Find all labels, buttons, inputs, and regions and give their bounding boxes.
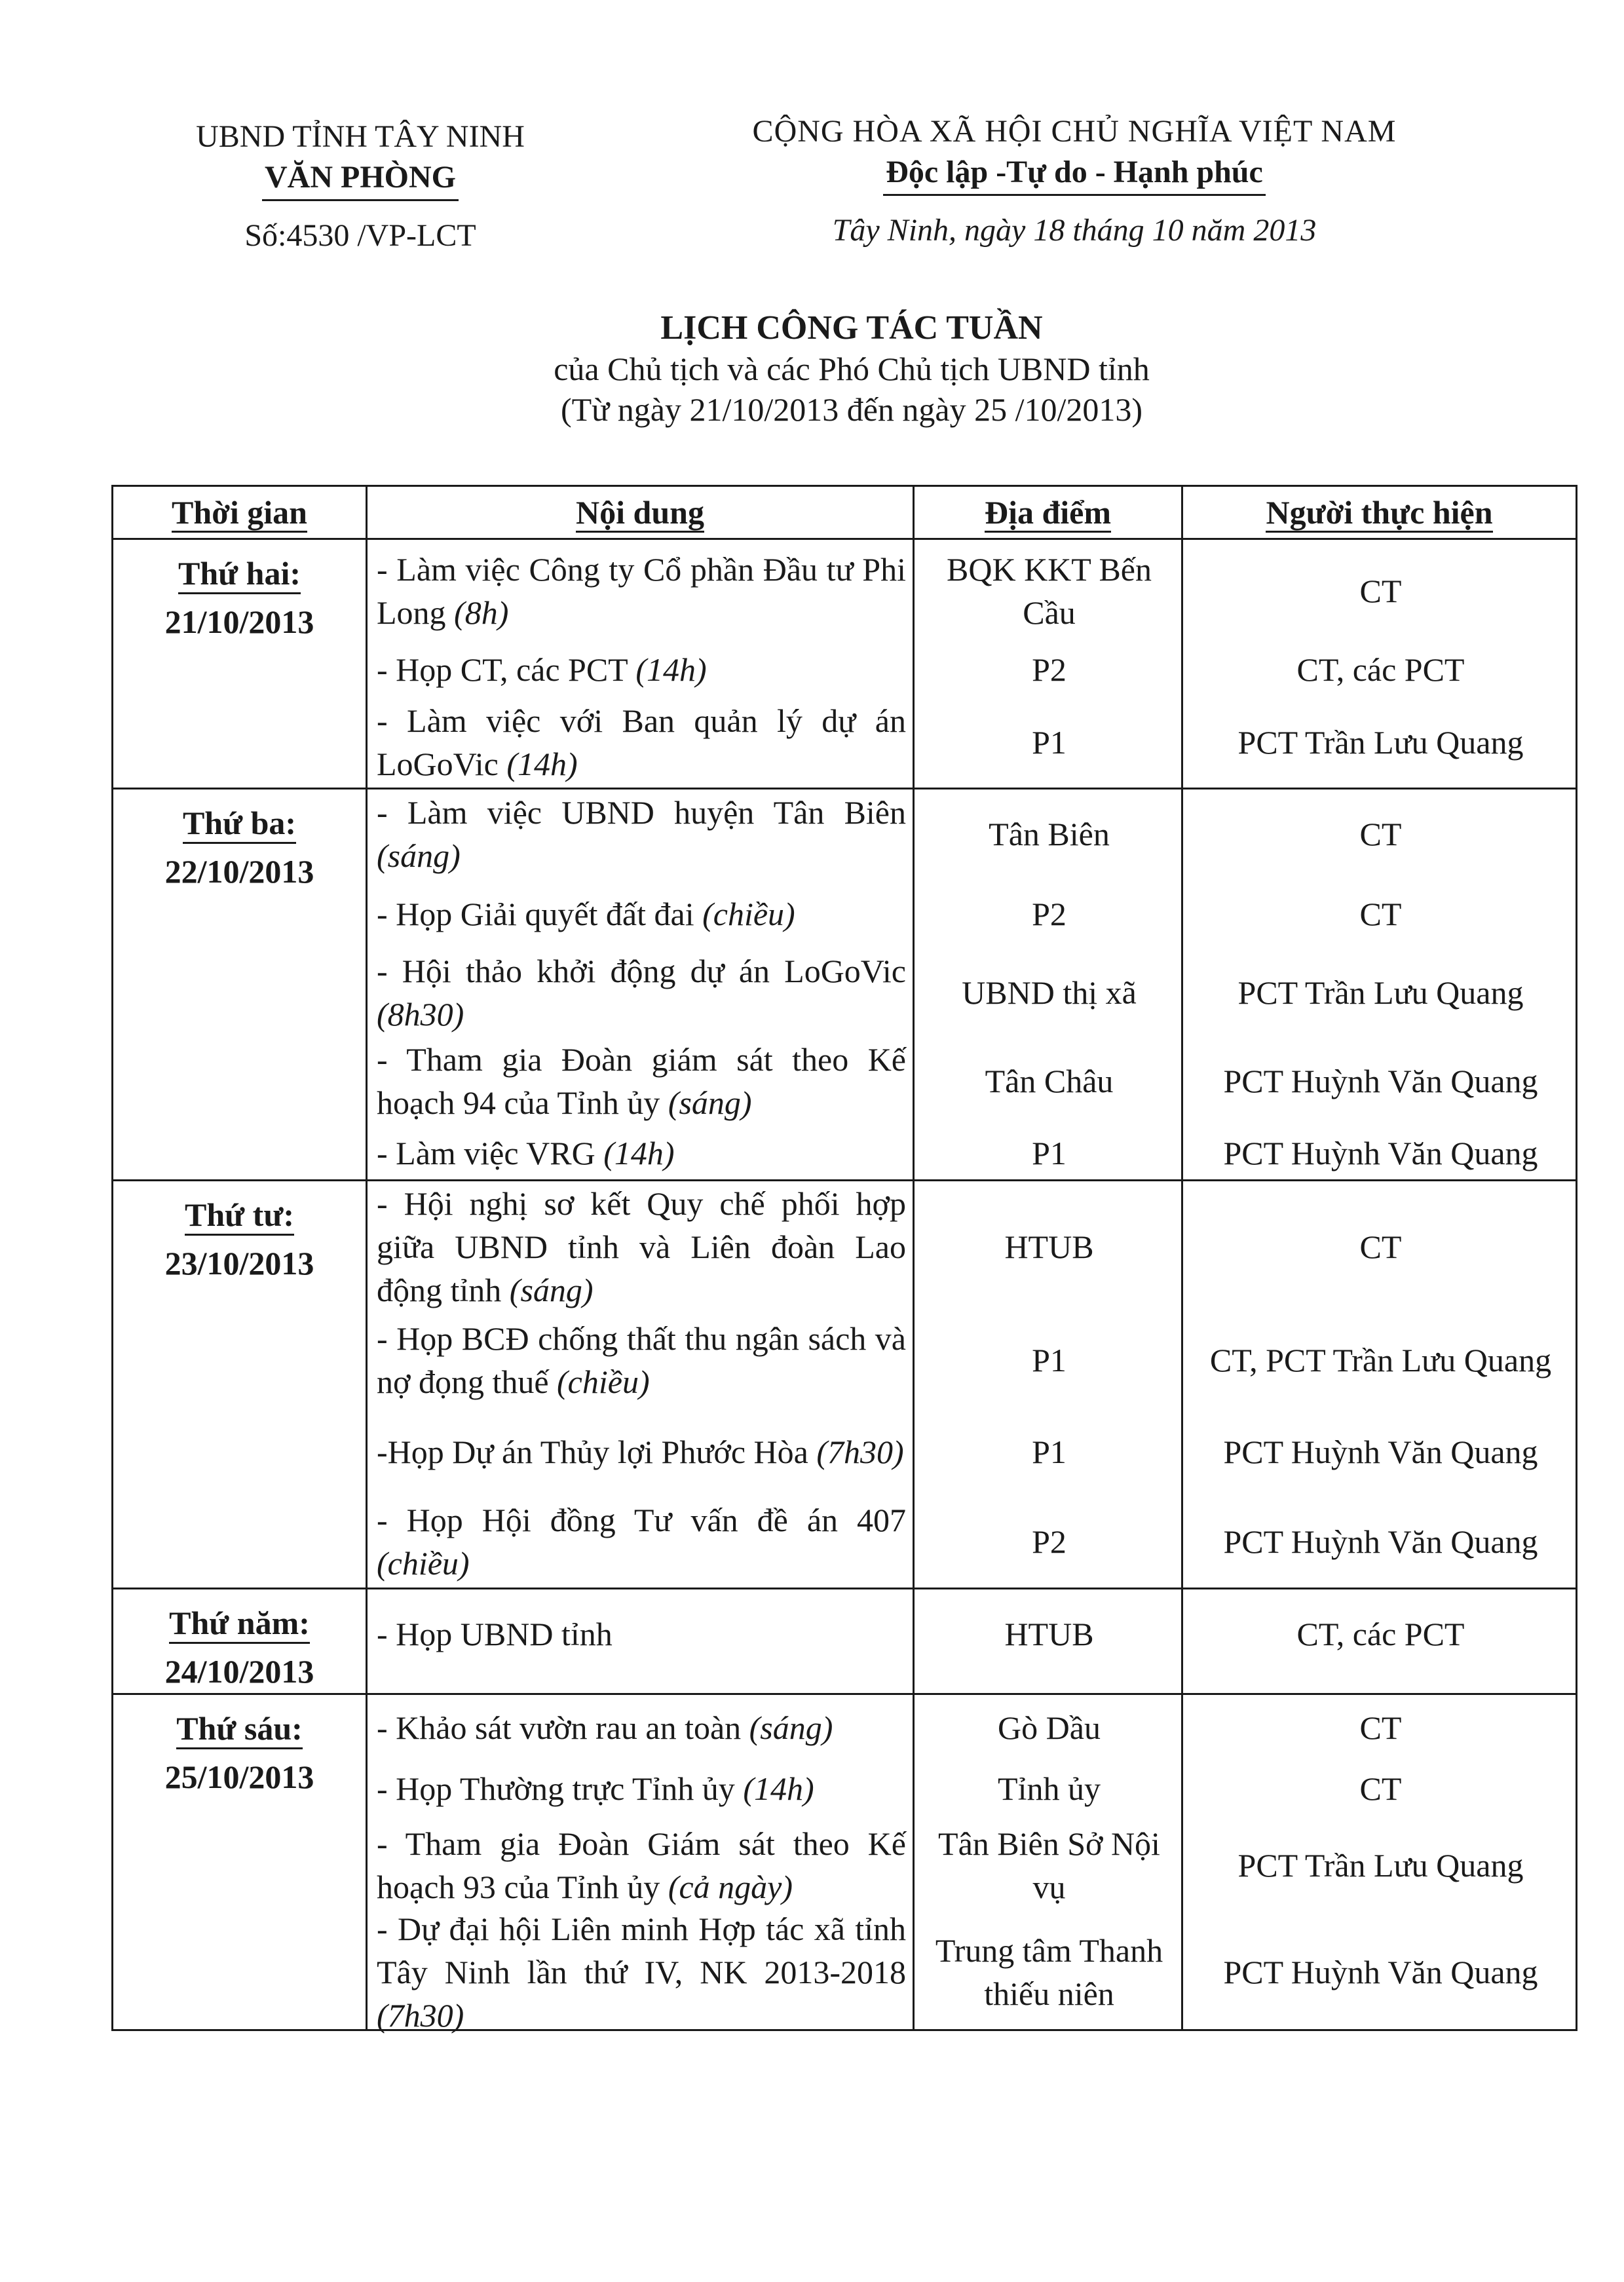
day-date: 21/10/2013 bbox=[164, 603, 314, 640]
time-hint: (8h) bbox=[454, 594, 509, 631]
person-text: CT bbox=[1359, 572, 1402, 609]
time-hint: (chiều) bbox=[377, 1545, 470, 1582]
place-text: HTUB bbox=[1004, 1615, 1094, 1652]
place-item bbox=[915, 1760, 1181, 1816]
person-item bbox=[1183, 1496, 1576, 1588]
time-hint: (8h30) bbox=[377, 996, 464, 1033]
person-text: PCT Huỳnh Văn Quang bbox=[1223, 1953, 1538, 1990]
place-text: P1 bbox=[1032, 1135, 1067, 1171]
person-item bbox=[1183, 1589, 1576, 1678]
person-text: PCT Huỳnh Văn Quang bbox=[1223, 1135, 1538, 1171]
time-hint: (sáng) bbox=[509, 1272, 594, 1308]
person-text: PCT Trần Lưu Quang bbox=[1237, 974, 1524, 1011]
person-text: CT bbox=[1359, 1228, 1402, 1265]
country-name: CỘNG HÒA XÃ HỘI CHỦ NGHĨA VIỆT NAM bbox=[752, 114, 1397, 149]
office-name bbox=[157, 157, 563, 201]
content-item bbox=[368, 1181, 913, 1312]
person-item bbox=[1183, 1127, 1576, 1179]
person-item bbox=[1183, 1760, 1576, 1816]
content-item bbox=[368, 950, 913, 1035]
place-item bbox=[915, 1181, 1181, 1312]
table-header-row bbox=[113, 486, 1577, 539]
day-name: Thứ hai: bbox=[178, 554, 301, 594]
content-text: - Họp Hội đồng Tư vấn đề án 407 bbox=[377, 1502, 906, 1538]
day-name: Thứ ba: bbox=[183, 804, 296, 844]
person-text: CT bbox=[1359, 1709, 1402, 1746]
header-time: Thời gian bbox=[113, 486, 367, 539]
document-title: LỊCH CÔNG TÁC TUẦN bbox=[660, 309, 1043, 347]
person-item bbox=[1183, 1695, 1576, 1760]
table-row bbox=[113, 1694, 1577, 2030]
document-number: Số:4530 /VP-LCT bbox=[244, 218, 476, 253]
content-text: - Tham gia Đoàn Giám sát theo Kế hoạch 93 của Tỉnh ủy bbox=[377, 1825, 906, 1905]
content-text: - Làm việc UBND huyện Tân Biên bbox=[377, 793, 906, 831]
day-cell bbox=[113, 789, 367, 1181]
document-subtitle: của Chủ tịch và các Phó Chủ tịch UBND tỉnh bbox=[554, 351, 1150, 387]
place-text: P2 bbox=[1032, 651, 1067, 688]
day-date: 23/10/2013 bbox=[164, 1245, 314, 1282]
motto bbox=[694, 152, 1454, 196]
content-cell bbox=[367, 539, 914, 789]
place-date: Tây Ninh, ngày 18 tháng 10 năm 2013 bbox=[832, 213, 1317, 248]
national-header bbox=[694, 111, 1454, 251]
person-text: PCT Trần Lưu Quang bbox=[1237, 724, 1524, 761]
person-text: PCT Trần Lưu Quang bbox=[1237, 1847, 1524, 1884]
content-text: - Họp Giải quyết đất đai bbox=[377, 896, 694, 932]
person-text: PCT Huỳnh Văn Quang bbox=[1223, 1523, 1538, 1560]
person-item bbox=[1183, 1816, 1576, 1914]
place-text: P1 bbox=[1032, 724, 1067, 761]
document-title-block bbox=[393, 308, 1310, 430]
time-hint: (7h30) bbox=[816, 1433, 904, 1470]
person-item bbox=[1183, 1035, 1576, 1127]
day-cell bbox=[113, 1694, 367, 2030]
person-item bbox=[1183, 1914, 1576, 2029]
content-item bbox=[368, 1589, 913, 1678]
time-hint: (sáng) bbox=[749, 1709, 833, 1746]
place-item bbox=[915, 1914, 1181, 2029]
day-name: Thứ tư: bbox=[185, 1196, 294, 1236]
table-row bbox=[113, 1181, 1577, 1589]
place-item bbox=[915, 1312, 1181, 1407]
place-item bbox=[915, 641, 1181, 697]
time-hint: (cả ngày) bbox=[668, 1869, 793, 1905]
content-text: - Họp Thường trực Tỉnh ủy bbox=[377, 1770, 735, 1807]
content-item bbox=[368, 789, 913, 878]
time-hint: (chiều) bbox=[702, 896, 795, 932]
person-item bbox=[1183, 697, 1576, 788]
place-text: Tân Biên bbox=[989, 815, 1110, 852]
day-cell bbox=[113, 1181, 367, 1589]
time-hint: (chiều) bbox=[557, 1363, 650, 1400]
time-hint: (7h30) bbox=[377, 1996, 464, 2034]
person-item bbox=[1183, 540, 1576, 641]
place-item bbox=[915, 1589, 1181, 1678]
content-cell bbox=[367, 1181, 914, 1589]
motto-text: Độc lập -Tự do - Hạnh phúc bbox=[883, 152, 1266, 196]
header-place: Địa điểm bbox=[914, 486, 1182, 539]
day-date: 22/10/2013 bbox=[164, 853, 314, 890]
table-row bbox=[113, 539, 1577, 789]
place-text: HTUB bbox=[1004, 1228, 1094, 1265]
place-text: P1 bbox=[1032, 1341, 1067, 1379]
time-hint: (14h) bbox=[635, 651, 707, 688]
content-text: - Họp CT, các PCT bbox=[377, 651, 628, 688]
place-cell bbox=[914, 1589, 1182, 1694]
table-row bbox=[113, 789, 1577, 1181]
place-item bbox=[915, 1695, 1181, 1760]
person-cell bbox=[1182, 789, 1577, 1181]
content-item bbox=[368, 1127, 913, 1179]
place-cell bbox=[914, 789, 1182, 1181]
schedule-table bbox=[111, 485, 1577, 2034]
person-item bbox=[1183, 950, 1576, 1035]
content-text: - Khảo sát vườn rau an toàn bbox=[377, 1709, 742, 1746]
content-item bbox=[368, 1695, 913, 1760]
agency-header bbox=[157, 117, 563, 256]
content-text: - Tham gia Đoàn giám sát theo Kế hoạch 94 của Tỉnh ủy bbox=[377, 1041, 906, 1121]
content-text: - Họp BCĐ chống thất thu ngân sách và nợ đọng thuế bbox=[377, 1320, 906, 1400]
place-text: Tân Biên Sở Nội vụ bbox=[938, 1825, 1160, 1905]
place-text: Gò Dầu bbox=[998, 1709, 1101, 1746]
person-item bbox=[1183, 878, 1576, 950]
person-text: PCT Huỳnh Văn Quang bbox=[1223, 1063, 1538, 1099]
day-date: 24/10/2013 bbox=[164, 1653, 314, 1690]
content-item bbox=[368, 1496, 913, 1588]
time-hint: (14h) bbox=[743, 1770, 814, 1807]
place-text: P2 bbox=[1032, 1523, 1067, 1560]
content-item bbox=[368, 1407, 913, 1496]
person-item bbox=[1183, 1181, 1576, 1312]
place-cell bbox=[914, 1181, 1182, 1589]
person-item bbox=[1183, 1407, 1576, 1496]
place-text: BQK KKT Bến Cầu bbox=[947, 550, 1152, 631]
person-cell bbox=[1182, 1694, 1577, 2030]
time-hint: (sáng) bbox=[377, 837, 461, 874]
time-hint: (sáng) bbox=[668, 1084, 752, 1121]
place-item bbox=[915, 540, 1181, 641]
place-item bbox=[915, 697, 1181, 788]
person-cell bbox=[1182, 1589, 1577, 1694]
place-item bbox=[915, 1127, 1181, 1179]
content-item bbox=[368, 641, 913, 697]
place-cell bbox=[914, 539, 1182, 789]
content-text: - Làm việc VRG bbox=[377, 1135, 595, 1171]
day-cell bbox=[113, 539, 367, 789]
content-text: - Làm việc Công ty Cổ phần Đầu tư Phi Long bbox=[377, 550, 906, 631]
place-text: Tỉnh ủy bbox=[998, 1770, 1101, 1807]
place-cell bbox=[914, 1694, 1182, 2030]
day-name: Thứ sáu: bbox=[176, 1709, 303, 1749]
content-text: -Họp Dự án Thủy lợi Phước Hòa bbox=[377, 1433, 808, 1470]
content-cell bbox=[367, 1589, 914, 1694]
place-item bbox=[915, 950, 1181, 1035]
content-text: - Làm việc với Ban quản lý dự án LoGoVic bbox=[377, 702, 906, 782]
content-item bbox=[368, 1035, 913, 1127]
header-person: Người thực hiện bbox=[1182, 486, 1577, 539]
date-range: (Từ ngày 21/10/2013 đến ngày 25 /10/2013) bbox=[560, 391, 1143, 428]
office-name-text: VĂN PHÒNG bbox=[262, 157, 459, 201]
content-text: - Họp UBND tỉnh bbox=[377, 1615, 613, 1652]
person-text: CT bbox=[1359, 815, 1402, 852]
header-content: Nội dung bbox=[367, 486, 914, 539]
day-name: Thứ năm: bbox=[169, 1604, 310, 1644]
person-text: PCT Huỳnh Văn Quang bbox=[1223, 1433, 1538, 1470]
person-cell bbox=[1182, 539, 1577, 789]
person-item bbox=[1183, 1312, 1576, 1407]
day-date: 25/10/2013 bbox=[164, 1759, 314, 1795]
content-item bbox=[368, 1816, 913, 1914]
content-item bbox=[368, 697, 913, 788]
content-cell bbox=[367, 789, 914, 1181]
content-text: - Hội nghị sơ kết Quy chế phối hợp giữa UBND tỉnh và Liên đoàn Lao động tỉnh bbox=[377, 1185, 906, 1308]
content-item bbox=[368, 1760, 913, 1816]
place-text: P1 bbox=[1032, 1433, 1067, 1470]
content-text: - Hội thảo khởi động dự án LoGoVic bbox=[377, 953, 906, 989]
person-item bbox=[1183, 789, 1576, 878]
place-item bbox=[915, 1035, 1181, 1127]
person-text: CT bbox=[1359, 896, 1402, 932]
agency-name: UBND TỈNH TÂY NINH bbox=[196, 119, 525, 154]
time-hint: (14h) bbox=[603, 1135, 675, 1171]
place-text: Tân Châu bbox=[985, 1063, 1114, 1099]
day-cell bbox=[113, 1589, 367, 1694]
content-cell bbox=[367, 1694, 914, 2034]
content-text: - Dự đại hội Liên minh Hợp tác xã tỉnh Tây Ninh lần thứ IV, NK 2013-2018 bbox=[377, 1910, 906, 1990]
place-text: UBND thị xã bbox=[962, 974, 1137, 1011]
content-item bbox=[368, 878, 913, 950]
person-item bbox=[1183, 641, 1576, 697]
person-cell bbox=[1182, 1181, 1577, 1589]
content-item bbox=[368, 1312, 913, 1407]
place-text: Trung tâm Thanh thiếu niên bbox=[935, 1931, 1163, 2012]
place-item bbox=[915, 1496, 1181, 1588]
place-item bbox=[915, 878, 1181, 950]
place-item bbox=[915, 1407, 1181, 1496]
person-text: CT, các PCT bbox=[1296, 1615, 1465, 1652]
content-item bbox=[368, 1910, 913, 2034]
place-item bbox=[915, 789, 1181, 878]
content-item bbox=[368, 540, 913, 641]
person-text: CT bbox=[1359, 1770, 1402, 1807]
place-item bbox=[915, 1816, 1181, 1914]
time-hint: (14h) bbox=[506, 746, 578, 782]
table-row bbox=[113, 1589, 1577, 1694]
person-text: CT, các PCT bbox=[1296, 651, 1465, 688]
person-text: CT, PCT Trần Lưu Quang bbox=[1209, 1341, 1552, 1379]
place-text: P2 bbox=[1032, 896, 1067, 932]
